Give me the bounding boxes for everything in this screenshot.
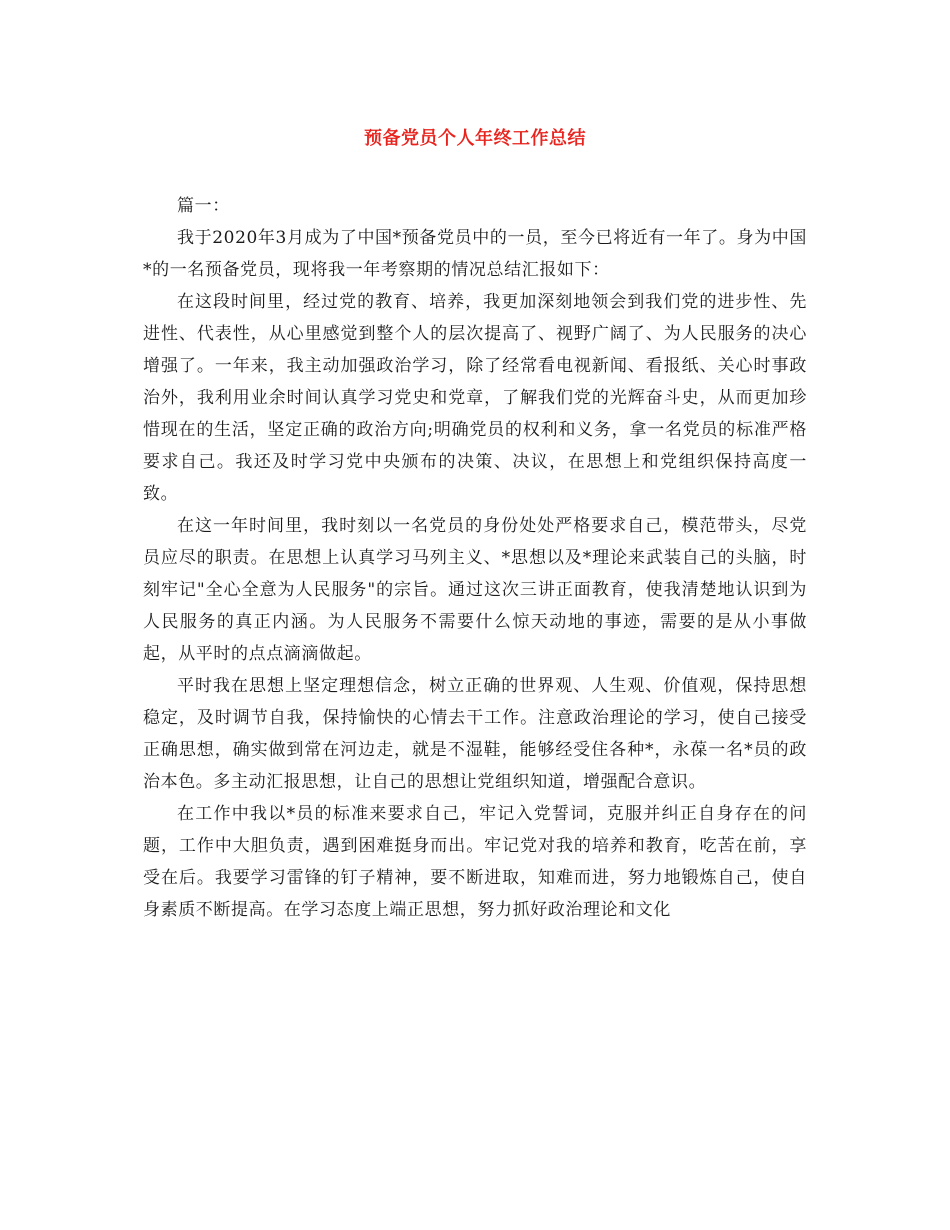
paragraph-ideology: 平时我在思想上坚定理想信念，树立正确的世界观、人生观、价值观，保持思想稳定，及时调节自我，保持愉快的心情去干工作。注意政治理论的学习，使自己接受正确思想，确实做到常在河边走，就是不湿鞋，能够经受住各种*，永葆一名*员的政治本色。多主动汇报思想，让自己的思想让党组织知道，增强配合意识。 — [143, 676, 807, 792]
paragraph-intro: 我于2020年3月成为了中国*预备党员中的一员，至今已将近有一年了。身为中国*的一名预备党员，现将我一年考察期的情况总结汇报如下： — [143, 228, 807, 280]
paragraph-political-study: 在这段时间里，经过党的教育、培养，我更加深刻地领会到我们党的进步性、先进性、代表性，从心里感觉到整个人的层次提高了、视野广阔了、为人民服务的决心增强了。一年来，我主动加强政治学习，除了经常看电视新闻、看报纸、关心时事政治外，我利用业余时间认真学习党史和党章，了解我们党的光辉奋斗史，从而更加珍惜现在的生活，坚定正确的政治方向;明确党员的权利和义务，拿一名党员的标准严格要求自己。我还及时学习党中央颁布的决策、决议，在思想上和党组织保持高度一致。 — [143, 292, 807, 504]
document-title: 预备党员个人年终工作总结 — [364, 128, 586, 149]
document-body — [143, 190, 807, 926]
paragraph-work: 在工作中我以*员的标准来要求自己，牢记入党誓词，克服并纠正自身存在的问题，工作中大胆负责，遇到困难挺身而出。牢记党对我的培养和教育，吃苦在前，享受在后。我要学习雷锋的钉子精神，要不断进取，知难而进，努力地锻炼自己，使自身素质不断提高。在学习态度上端正思想，努力抓好政治理论和文化 — [143, 804, 807, 920]
paragraph-section-heading: 篇一： — [177, 196, 230, 216]
paragraph-duty: 在这一年时间里，我时刻以一名党员的身份处处严格要求自己，模范带头，尽党员应尽的职责。在思想上认真学习马列主义、*思想以及*理论来武装自己的头脑，时刻牢记"全心全意为人民服务"的宗旨。通过这次三讲正面教育，使我清楚地认识到为人民服务的真正内涵。为人民服务不需要什么惊天动地的事迹，需要的是从小事做起，从平时的点点滴滴做起。 — [143, 516, 807, 664]
